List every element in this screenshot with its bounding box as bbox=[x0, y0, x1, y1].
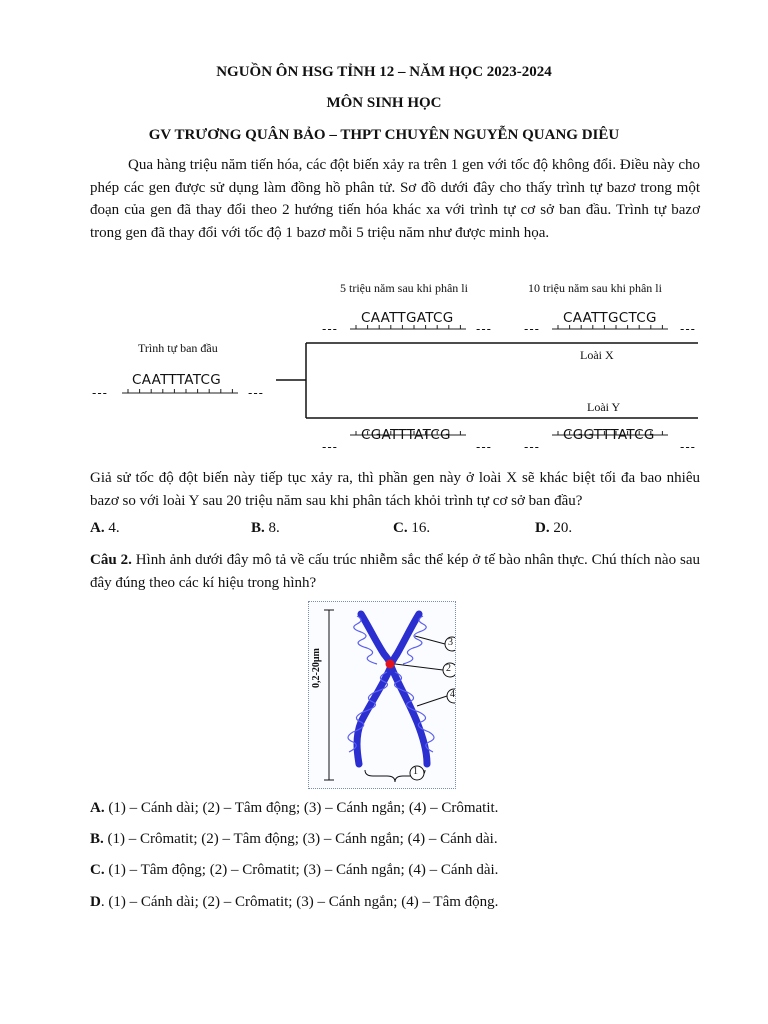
q1-option-d: D. 20. bbox=[535, 520, 573, 536]
q2-option-d: D. (1) – Cánh dài; (2) – Crômatit; (3) – Cánh ngắn; (4) – Tâm động. bbox=[90, 894, 499, 910]
marker-1: 1 bbox=[413, 766, 418, 777]
chromosome-illustration bbox=[309, 602, 455, 788]
dash-y5-right: --- bbox=[476, 440, 492, 454]
dash-x10-left: --- bbox=[524, 322, 540, 336]
header-line-1: NGUỒN ÔN HSG TỈNH 12 – NĂM HỌC 2023-2024 bbox=[216, 64, 552, 80]
sequence-x-5: CAATTGATCG bbox=[361, 310, 454, 326]
marker-3: 3 bbox=[448, 637, 453, 648]
q2-option-a: A. (1) – Cánh dài; (2) – Tâm động; (3) – Cánh ngắn; (4) – Crômatit. bbox=[90, 800, 499, 816]
label-original-sequence: Trình tự ban đầu bbox=[138, 341, 218, 355]
mutation-diagram bbox=[0, 270, 768, 460]
dash-left-original: --- bbox=[92, 386, 108, 400]
sequence-original: CAATTTATCG bbox=[132, 372, 221, 388]
sequence-x-10: CAATTGCTCG bbox=[563, 310, 657, 326]
label-5-million-years: 5 triệu năm sau khi phân li bbox=[340, 281, 468, 295]
marker-2: 2 bbox=[446, 663, 451, 674]
q2-option-b: B. (1) – Crômatit; (2) – Tâm động; (3) – Cánh ngắn; (4) – Cánh dài. bbox=[90, 831, 498, 847]
q1-option-a: A. 4. bbox=[90, 520, 120, 536]
label-species-y: Loài Y bbox=[587, 400, 621, 414]
q1-option-c: C. 16. bbox=[393, 520, 431, 536]
header-line-2: MÔN SINH HỌC bbox=[326, 95, 442, 111]
chromosome-figure bbox=[308, 601, 456, 789]
label-10-million-years: 10 triệu năm sau khi phân li bbox=[528, 281, 662, 295]
marker-4: 4 bbox=[450, 689, 455, 700]
question2-text: Câu 2. Hình ảnh dưới đây mô tả về cấu trúc nhiễm sắc thể kép ở tế bào nhân thực. Chú thích nào sau đây đúng theo các kí hiệu trong hình? bbox=[90, 552, 700, 591]
dash-y10-left: --- bbox=[524, 440, 540, 454]
sequence-y-10: CGGTTTATCG bbox=[563, 427, 655, 443]
header-line-3: GV TRƯƠNG QUÂN BẢO – THPT CHUYÊN NGUYỄN QUANG DIÊU bbox=[148, 127, 620, 143]
label-species-x: Loài X bbox=[580, 348, 614, 362]
centromere-dot bbox=[386, 660, 395, 669]
q2-option-c: C. (1) – Tâm động; (2) – Crômatit; (3) – Cánh ngắn; (4) – Cánh dài. bbox=[90, 862, 499, 878]
question1-intro: Qua hàng triệu năm tiến hóa, các đột biến xảy ra trên 1 gen với tốc độ không đổi. Điều này cho phép các gen được sử dụng làm đồng hồ phân tử. Sơ đồ dưới đây cho thấy trình tự bazơ trong một đoạn của gen đã thay đổi theo 2 hướng tiến hóa khác xa với trình tự cơ sở ban đầu. Trình tự bazơ trong gen đã thay đổi với tốc độ 1 bazơ mỗi 5 triệu năm như được minh họa. bbox=[90, 157, 700, 241]
question2-label: Câu 2. bbox=[90, 552, 132, 568]
dash-x5-left: --- bbox=[322, 322, 338, 336]
question1-question: Giả sử tốc độ đột biến này tiếp tục xảy ra, thì phần gen này ở loài X sẽ khác biệt tối đa bao nhiêu bazơ so với loài Y sau 20 triệu năm sau khi phân tách khỏi trình tự cơ sở ban đầu? bbox=[90, 470, 700, 509]
dash-y5-left: --- bbox=[322, 440, 338, 454]
dash-x5-right: --- bbox=[476, 322, 492, 336]
sequence-y-5: CGATTTATCG bbox=[361, 427, 451, 443]
scale-label: 0,2-20μm bbox=[311, 648, 322, 688]
q1-option-b: B. 8. bbox=[251, 520, 280, 536]
dash-right-original: --- bbox=[248, 386, 264, 400]
dash-x10-right: --- bbox=[680, 322, 696, 336]
dash-y10-right: --- bbox=[680, 440, 696, 454]
